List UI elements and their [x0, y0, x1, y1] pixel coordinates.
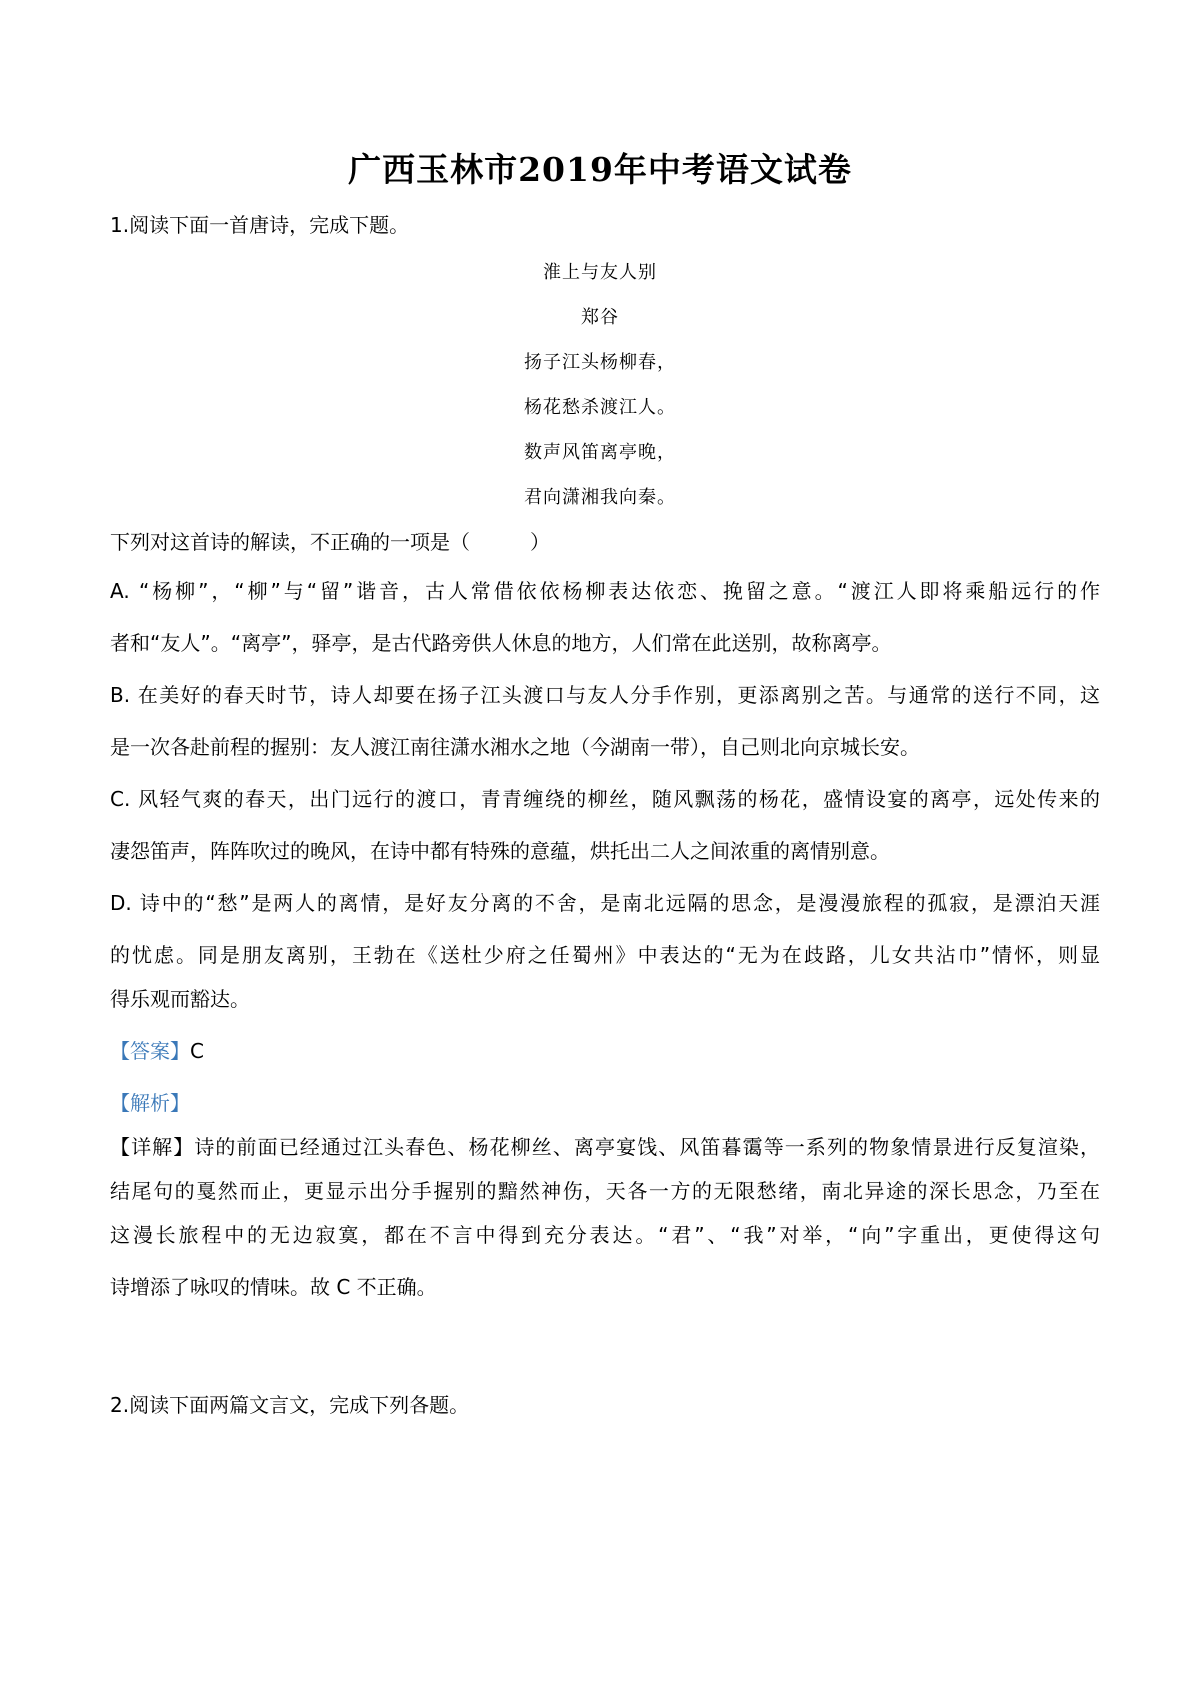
answer-value: C: [190, 1039, 204, 1063]
option-d-line: D. 诗中的“愁”是两人的离情，是好友分离的不舍，是南北远隔的思念，是漫漫旅程的孤寂，是漂泊天涯: [110, 891, 1100, 915]
poem-author: 郑谷: [581, 307, 619, 328]
page-title: 广西玉林市2019年中考语文试卷: [348, 150, 852, 189]
poem-line: 数声风笛离亭晚，: [524, 442, 676, 463]
option-a-line: A. “杨柳”，“柳”与“留”谐音，古人常借依依杨柳表达依恋、挽留之意。“渡江人即将乘船远行的作: [110, 579, 1100, 603]
option-b-line: B. 在美好的春天时节，诗人却要在扬子江头渡口与友人分手作别，更添离别之苦。与通常的送行不同，这: [110, 683, 1100, 707]
question-2-intro: 2.阅读下面两篇文言文，完成下列各题。: [110, 1393, 470, 1417]
option-d-line: 得乐观而豁达。: [110, 987, 250, 1011]
poem-line: 杨花愁杀渡江人。: [524, 397, 676, 418]
question-1-intro: 1.阅读下面一首唐诗，完成下题。: [110, 213, 410, 237]
option-d-line: 的忧虑。同是朋友离别，王勃在《送杜少府之任蜀州》中表达的“无为在歧路，儿女共沾巾”情怀，则显: [110, 943, 1100, 967]
detail-line: 这漫长旅程中的无边寂寞，都在不言中得到充分表达。“君”、“我”对举，“向”字重出，更使得这句: [110, 1223, 1100, 1247]
poem-line: 扬子江头杨柳春，: [524, 352, 676, 373]
poem-line: 君向潇湘我向秦。: [524, 487, 676, 508]
answer-row: [110, 1036, 1100, 1066]
answer-label: 【答案】: [110, 1039, 190, 1063]
option-a-line: 者和“友人”。“离亭”，驿亭，是古代路旁供人休息的地方，人们常在此送别，故称离亭。: [110, 631, 892, 655]
option-b-line: 是一次各赴前程的握别：友人渡江南往潇水湘水之地（今湖南一带），自己则北向京城长安。: [110, 735, 920, 759]
option-c-line: C. 风轻气爽的春天，出门远行的渡口，青青缠绕的柳丝，随风飘荡的杨花，盛情设宴的离亭，远处传来的: [110, 787, 1100, 811]
detail-line: 诗增添了咏叹的情味。故 C 不正确。: [110, 1275, 437, 1299]
analysis-label: 【解析】: [110, 1091, 190, 1115]
detail-line: 结尾句的戛然而止，更显示出分手握别的黯然神伤，天各一方的无限愁绪，南北异途的深长思念，乃至在: [110, 1179, 1100, 1203]
detail-line: 【详解】诗的前面已经通过江头春色、杨花柳丝、离亭宴饯、风笛暮霭等一系列的物象情景进行反复渲染，: [110, 1135, 1100, 1159]
poem-title: 淮上与友人别: [543, 262, 657, 283]
option-c-line: 凄怨笛声，阵阵吹过的晚风，在诗中都有特殊的意蕴，烘托出二人之间浓重的离情别意。: [110, 839, 890, 863]
question-1-stem: 下列对这首诗的解读，不正确的一项是（ ）: [110, 530, 550, 554]
